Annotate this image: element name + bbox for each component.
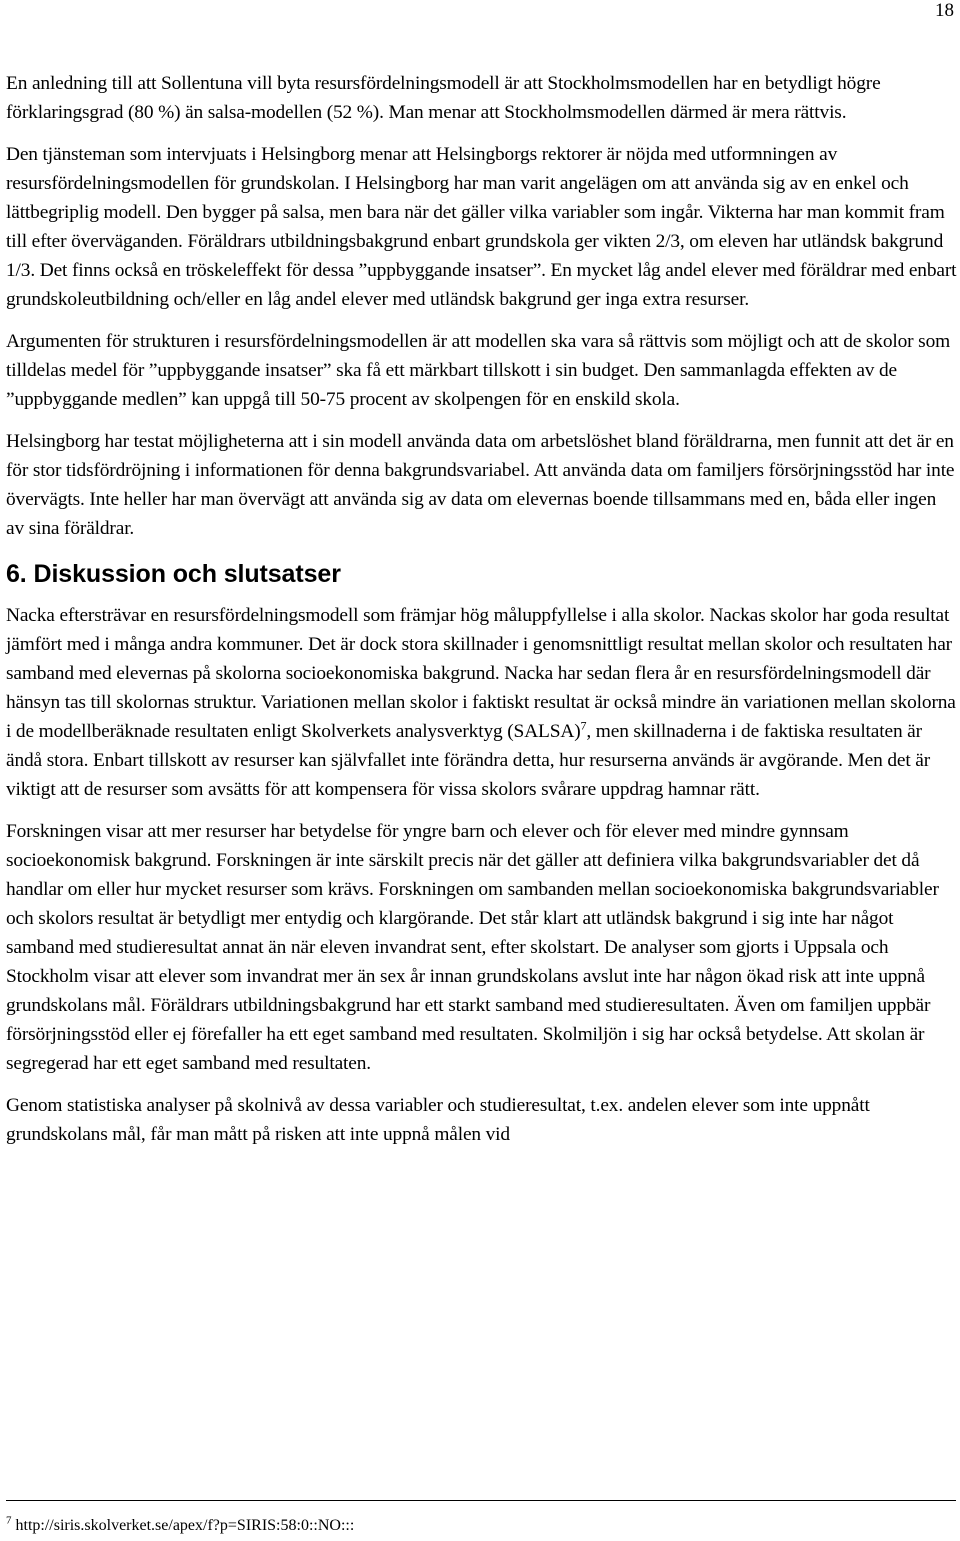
paragraph-nacka-text-end: , men skillnaderna i de faktiska resultaten är ändå stora. Enbart tillskott av resurser kan självfallet inte förändra detta, hur resurserna används är avgörande. Men det är viktigt att de resurser som avsätts för att kompensera för vissa skolors svårare uppdrag hamnar rätt.: [6, 721, 931, 800]
paragraph-sollentuna: En anledning till att Sollentuna vill byta resursfördelningsmodell är att Stockholmsmodellen har en betydligt högre förklaringsgrad (80 %) än salsa-modellen (52 %). Man menar att Stockholmsmodellen därmed är mera rättvis.: [6, 73, 881, 123]
section-heading: 6. Diskussion och slutsatser: [6, 560, 341, 588]
page-number: 18: [935, 0, 954, 21]
paragraph-helsingborg-model: Den tjänsteman som intervjuats i Helsingborg menar att Helsingborgs rektorer är nöjda med utformningen av resursfördelningsmodellen för grundskolan. I Helsingborg har man varit angelägen om att använda sig av en enkel och lättbegriplig modell. Den bygger på salsa, men bara när det gäller vilka variabler som ingår. Vikterna har man kommit fram till efter överväganden. Föräldrars utbildningsbakgrund enbart grundskola ger vikten 2/3, om eleven har utländsk bakgrund 1/3. Det finns också en tröskeleffekt för dessa ”uppbyggande insatser”. En mycket låg andel elever med föräldrar med enbart grundskoleutbildning och/eller en låg andel elever med utländsk bakgrund ger inga extra resurser.: [6, 144, 957, 310]
paragraph-helsingborg-data: Helsingborg har testat möjligheterna att i sin modell använda data om arbetslöshet bland föräldrarna, men funnit att det är en för stor tidsfördröjning i informationen för denna bakgrundsvariabel. Att använda data om familjers försörjningsstöd har inte övervägts. Inte heller har man övervägt att använda sig av data om elevernas boende tillsammans med en, båda eller ingen av sina föräldrar.: [6, 431, 955, 539]
footnote: [6, 1516, 354, 1536]
page-body: [6, 69, 958, 1161]
footnote-separator: [6, 1500, 956, 1501]
footnote-reference: 7: [580, 718, 587, 733]
footnote-link[interactable]: http://siris.skolverket.se/apex/f?p=SIRIS:58:0::NO:::: [15, 1517, 355, 1534]
paragraph-nacka: [6, 601, 958, 804]
paragraph-nacka-text-start: Nacka eftersträvar en resursfördelningsmodell som främjar hög måluppfyllelse i alla skolor. Nackas skolor har goda resultat jämfört med i många andra kommuner. Det är dock stora skillnader i genomsnittligt resultat mellan skolor och resultaten har samband med elevernas på skolorna socioekonomiska bakgrund. Nacka har sedan flera år en resursfördelningsmodell där hänsyn tas till skolornas struktur. Variationen mellan skolor i faktiskt resultat är också mindre än variationen mellan skolorna i de modellberäknade resultaten enligt Skolverkets analysverktyg (SALSA): [6, 605, 956, 742]
paragraph-arguments: Argumenten för strukturen i resursfördelningsmodellen är att modellen ska vara så rättvis som möjligt och att de skolor som tilldelas medel för ”uppbyggande insatser” ska få ett märkbart tillskott i sin budget. Den sammanlagda effekten av de ”uppbyggande medlen” kan uppgå till 50-75 procent av skolpengen för en enskild skola.: [6, 331, 951, 410]
paragraph-statistics: Genom statistiska analyser på skolnivå av dessa variabler och studieresultat, t.ex. andelen elever som inte uppnått grundskolans mål, får man mått på risken att inte uppnå målen vid: [6, 1095, 870, 1145]
paragraph-research: Forskningen visar att mer resurser har betydelse för yngre barn och elever och för elever med mindre gynnsam socioekonomisk bakgrund. Forskningen är inte särskilt precis när det gäller att definiera vilka bakgrundsvariabler det då handlar om eller hur mycket resurser som krävs. Forskningen om sambanden mellan socioekonomiska bakgrundsvariabler och skolors resultat är betydligt mer entydig och klargörande. Det står klart att utländsk bakgrund i sig inte har något samband med studieresultat annat än när eleven invandrat sent, efter skolstart. De analyser som gjorts i Uppsala och Stockholm visar att elever som invandrat mer än sex år innan grundskolans avslut inte har någon ökad risk att inte uppnå grundskolans mål. Föräldrars utbildningsbakgrund har ett starkt samband med studieresultaten. Även om familjen uppbär försörjningsstöd eller ej förefaller ha ett eget samband med resultaten. Skolmiljön i sig har också betydelse. Att skolan är segregerad har ett eget samband med resultaten.: [6, 821, 939, 1074]
footnote-marker: 7: [6, 1514, 12, 1527]
